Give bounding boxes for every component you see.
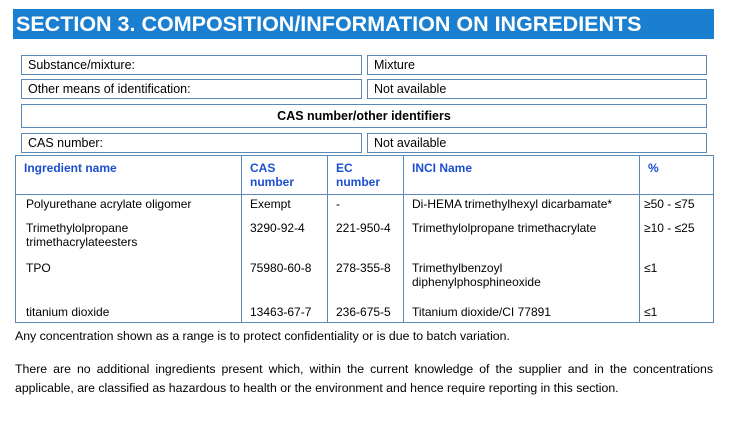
cas-number: Exempt <box>242 195 328 219</box>
ingredient-name: Trimethylolpropane trimethacrylateesters <box>16 219 242 259</box>
cas-number-label: CAS number: <box>21 133 362 153</box>
percent-range: ≤1 <box>640 303 714 323</box>
cas-identifiers-header: CAS number/other identifiers <box>21 104 707 128</box>
col-inci-name: INCI Name <box>404 156 640 195</box>
cas-number: 3290-92-4 <box>242 219 328 259</box>
cas-number-value: Not available <box>367 133 707 153</box>
col-ec-number: EC number <box>328 156 404 195</box>
percent-range: ≥50 - ≤75 <box>640 195 714 219</box>
ingredient-name: Polyurethane acrylate oligomer <box>16 195 242 219</box>
percent-range: ≥10 - ≤25 <box>640 219 714 259</box>
table-row <box>16 303 714 323</box>
section-title: SECTION 3. COMPOSITION/INFORMATION ON INGREDIENTS <box>13 9 714 39</box>
ingredients-table <box>15 155 714 323</box>
ec-number: 278-355-8 <box>328 259 404 303</box>
ec-number: - <box>328 195 404 219</box>
inci-name: Titanium dioxide/CI 77891 <box>404 303 640 323</box>
col-ingredient-name: Ingredient name <box>16 156 242 195</box>
percent-range: ≤1 <box>640 259 714 303</box>
cas-number: 75980-60-8 <box>242 259 328 303</box>
table-header-row <box>16 156 714 195</box>
ec-number: 221-950-4 <box>328 219 404 259</box>
range-note: Any concentration shown as a range is to protect confidentiality or is due to batch variation. <box>15 329 510 343</box>
table-row <box>16 219 714 259</box>
col-cas-number: CAS number <box>242 156 328 195</box>
substance-label: Substance/mixture: <box>21 55 362 75</box>
other-means-label: Other means of identification: <box>21 79 362 99</box>
other-means-value: Not available <box>367 79 707 99</box>
inci-name: Trimethylbenzoyl diphenylphosphineoxide <box>404 259 640 303</box>
substance-value: Mixture <box>367 55 707 75</box>
inci-name: Di-HEMA trimethylhexyl dicarbamate* <box>404 195 640 219</box>
ingredient-name: TPO <box>16 259 242 303</box>
table-row <box>16 195 714 219</box>
table-row <box>16 259 714 303</box>
cas-number: 13463-67-7 <box>242 303 328 323</box>
ec-number: 236-675-5 <box>328 303 404 323</box>
inci-name: Trimethylolpropane trimethacrylate <box>404 219 640 259</box>
col-percent: % <box>640 156 714 195</box>
ingredient-name: titanium dioxide <box>16 303 242 323</box>
additional-ingredients-note: There are no additional ingredients present which, within the current knowledge of the supplier and in the concentrations applicable, are classified as hazardous to health or the environment and hence require reporting in this section. <box>15 362 713 395</box>
